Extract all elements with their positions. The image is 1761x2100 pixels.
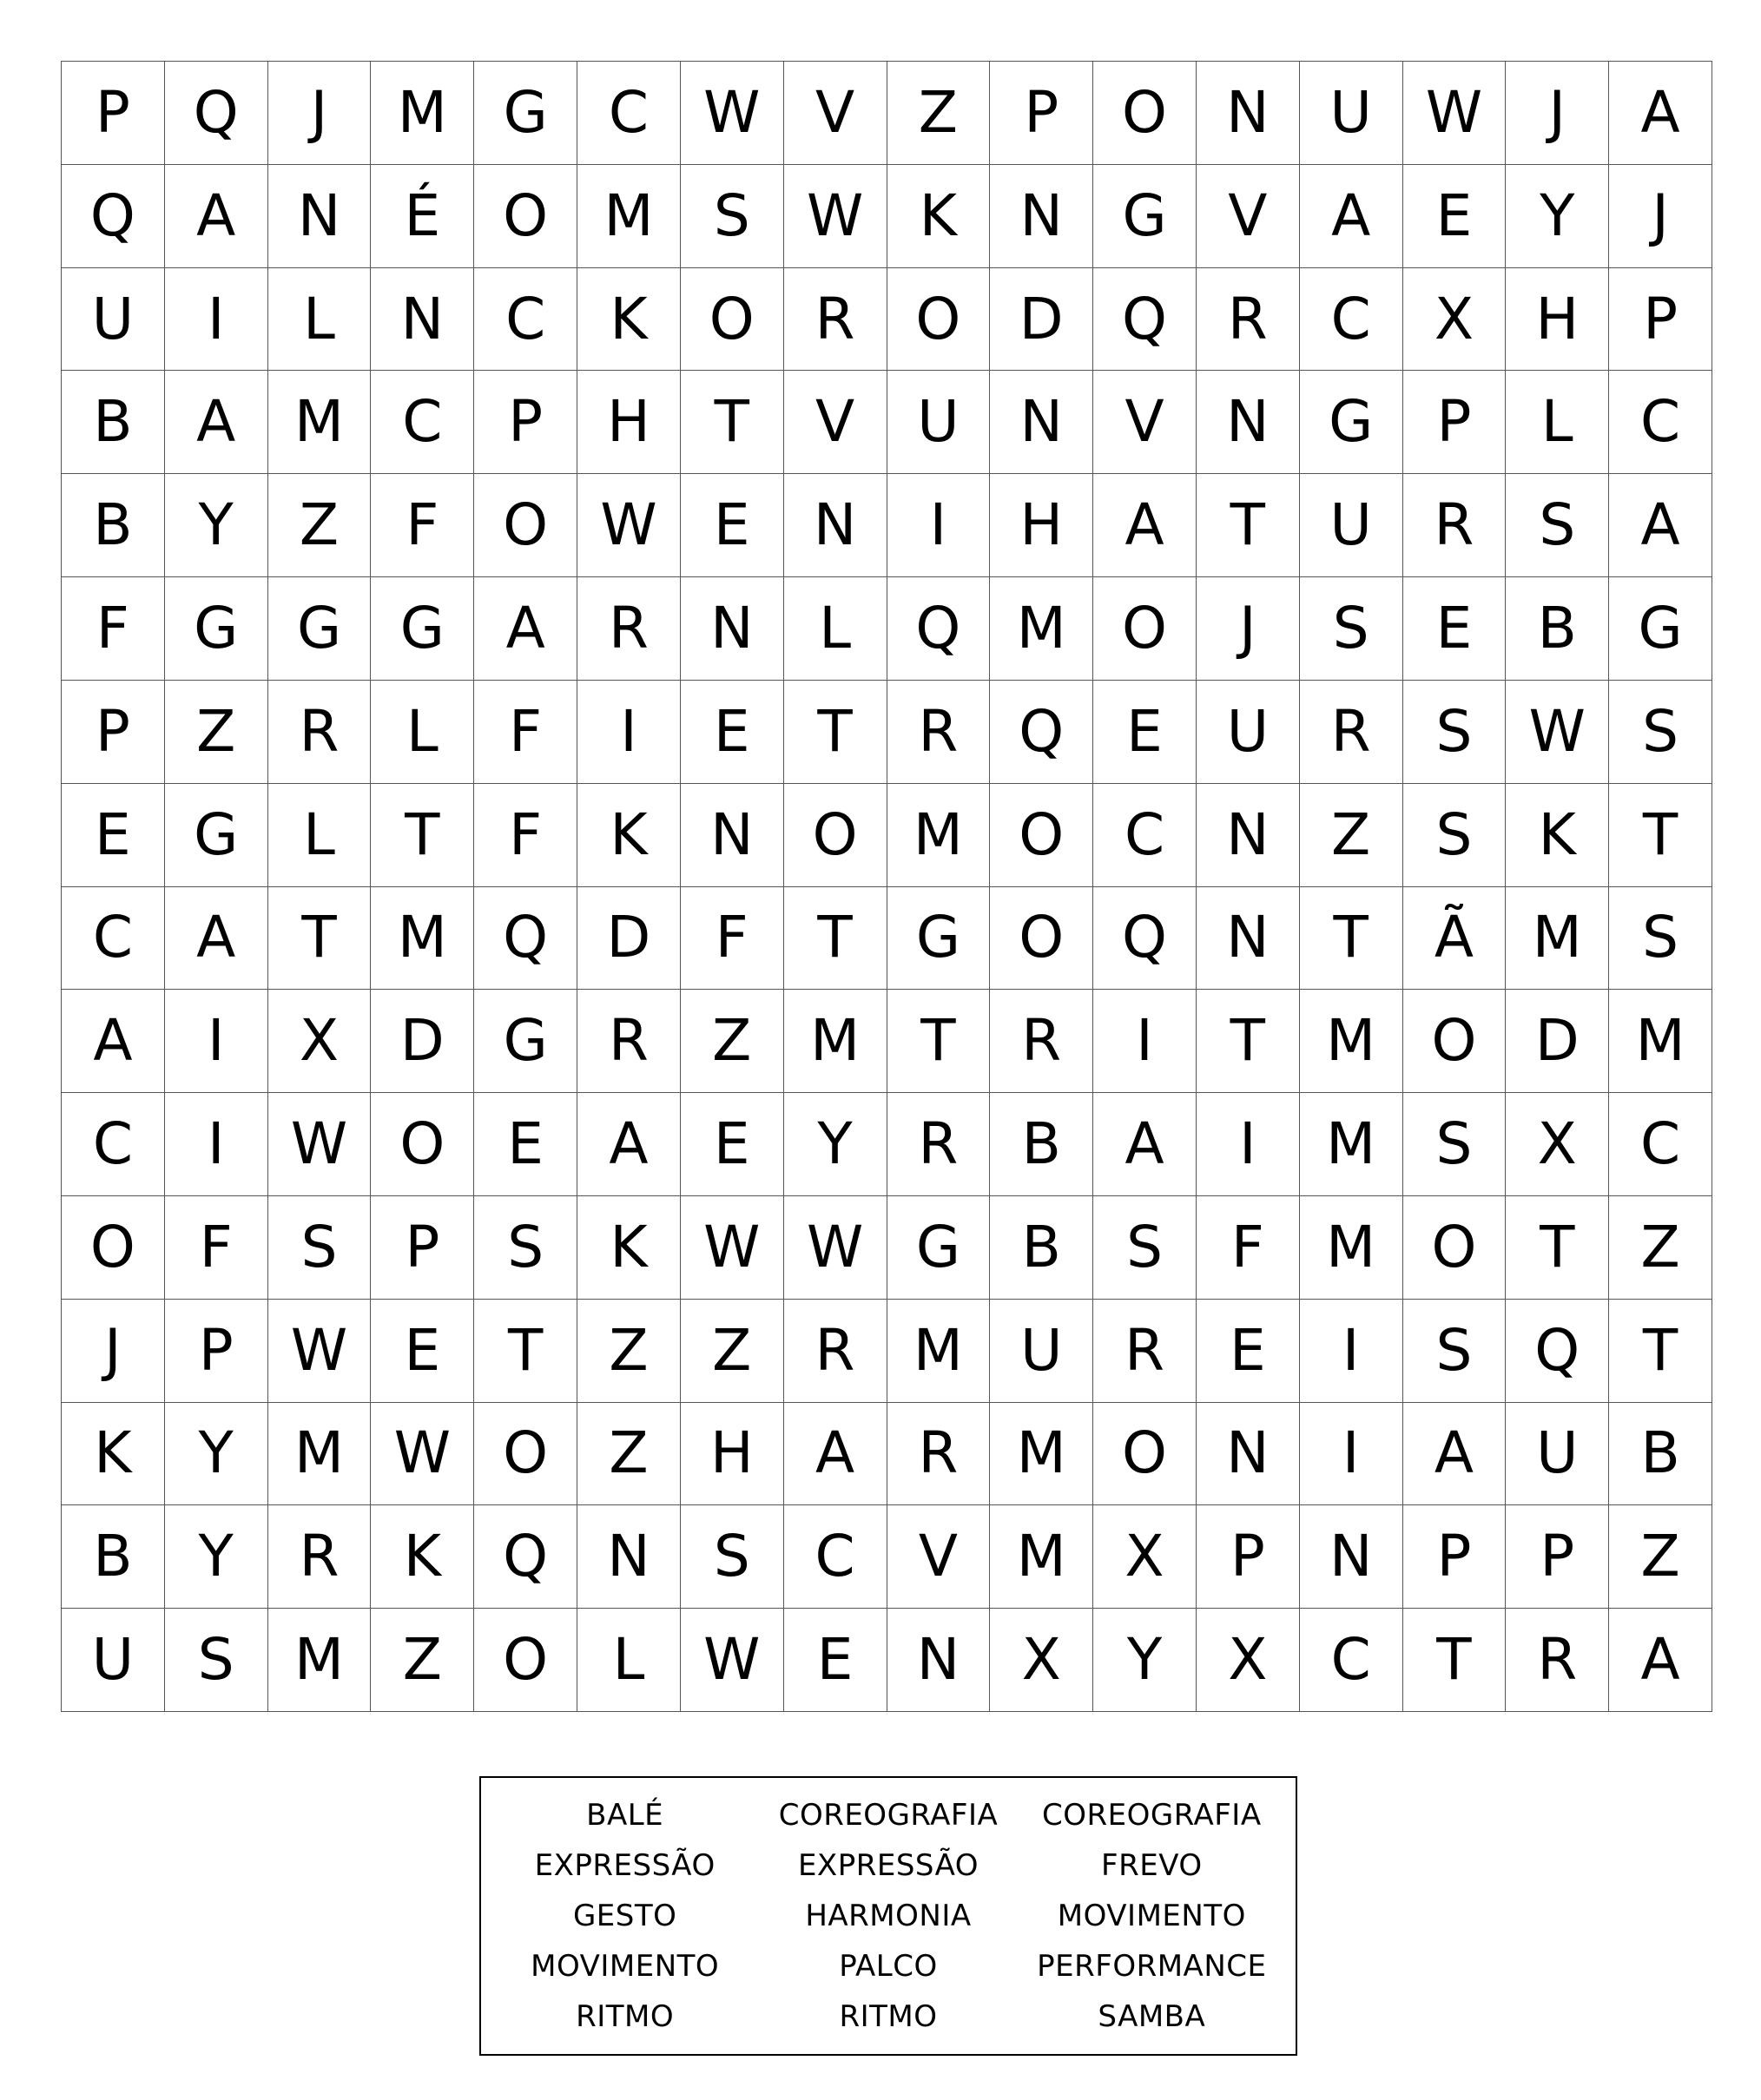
grid-cell[interactable]: A <box>1609 474 1712 577</box>
grid-cell[interactable]: O <box>371 1093 474 1196</box>
grid-cell[interactable]: L <box>1506 371 1609 474</box>
grid-cell[interactable]: O <box>990 887 1093 991</box>
grid-cell[interactable]: W <box>681 1196 784 1300</box>
grid-cell[interactable]: C <box>62 887 165 991</box>
grid-cell[interactable]: M <box>1300 990 1403 1093</box>
grid-cell[interactable]: G <box>474 990 577 1093</box>
grid-cell[interactable]: K <box>1506 784 1609 887</box>
word-list-item: FREVO <box>1101 1848 1203 1883</box>
grid-cell[interactable]: M <box>268 1609 372 1712</box>
grid-cell[interactable]: I <box>1300 1300 1403 1403</box>
word-list-item: MOVIMENTO <box>1057 1899 1246 1933</box>
grid-cell[interactable]: L <box>371 681 474 784</box>
grid-cell[interactable]: X <box>1506 1093 1609 1196</box>
word-list-item: RITMO <box>576 1999 675 2034</box>
grid-cell[interactable]: Z <box>577 1403 681 1506</box>
word-list-item: EXPRESSÃO <box>534 1848 716 1883</box>
grid-cell[interactable]: D <box>577 887 681 991</box>
grid-cell[interactable]: Y <box>165 474 268 577</box>
grid-cell[interactable]: R <box>887 1093 991 1196</box>
grid-cell[interactable]: I <box>1300 1403 1403 1506</box>
grid-cell[interactable]: R <box>1300 681 1403 784</box>
grid-cell[interactable]: M <box>268 1403 372 1506</box>
grid-cell[interactable]: N <box>681 784 784 887</box>
grid-cell[interactable]: P <box>990 62 1093 165</box>
grid-cell[interactable]: E <box>1403 165 1507 268</box>
word-list-item: RITMO <box>839 1999 938 2034</box>
grid-cell[interactable]: T <box>784 887 887 991</box>
letter-grid <box>61 61 1712 1712</box>
grid-cell[interactable]: K <box>887 165 991 268</box>
grid-cell[interactable]: A <box>165 887 268 991</box>
grid-cell[interactable]: T <box>784 681 887 784</box>
grid-cell[interactable]: O <box>474 1403 577 1506</box>
grid-cell[interactable]: A <box>165 371 268 474</box>
grid-cell[interactable]: P <box>1197 1505 1300 1609</box>
grid-cell[interactable]: F <box>62 577 165 681</box>
grid-cell[interactable]: S <box>1506 474 1609 577</box>
grid-cell[interactable]: L <box>577 1609 681 1712</box>
grid-cell[interactable]: A <box>1300 165 1403 268</box>
grid-cell[interactable]: X <box>1093 1505 1197 1609</box>
grid-cell[interactable]: W <box>681 1609 784 1712</box>
grid-cell[interactable]: D <box>1506 990 1609 1093</box>
grid-cell[interactable]: T <box>1197 474 1300 577</box>
word-list-item: MOVIMENTO <box>531 1949 720 1984</box>
grid-cell[interactable]: P <box>62 62 165 165</box>
grid-cell[interactable]: F <box>681 887 784 991</box>
grid-cell[interactable]: O <box>681 268 784 372</box>
grid-cell[interactable]: T <box>1300 887 1403 991</box>
grid-cell[interactable]: D <box>371 990 474 1093</box>
grid-cell[interactable]: R <box>990 990 1093 1093</box>
grid-cell[interactable]: M <box>268 371 372 474</box>
grid-cell[interactable]: A <box>577 1093 681 1196</box>
grid-cell[interactable]: S <box>474 1196 577 1300</box>
grid-cell[interactable]: U <box>990 1300 1093 1403</box>
grid-cell[interactable]: B <box>62 371 165 474</box>
grid-cell[interactable]: K <box>62 1403 165 1506</box>
grid-cell[interactable]: Q <box>887 577 991 681</box>
grid-cell[interactable]: C <box>474 268 577 372</box>
grid-cell[interactable]: H <box>681 1403 784 1506</box>
grid-cell[interactable]: F <box>165 1196 268 1300</box>
grid-cell[interactable]: T <box>1403 1609 1507 1712</box>
grid-cell[interactable]: G <box>887 887 991 991</box>
grid-cell[interactable]: K <box>577 268 681 372</box>
grid-cell[interactable]: S <box>681 1505 784 1609</box>
grid-cell[interactable]: O <box>990 784 1093 887</box>
grid-cell[interactable]: I <box>887 474 991 577</box>
grid-cell[interactable]: A <box>784 1403 887 1506</box>
grid-cell[interactable]: O <box>1403 990 1507 1093</box>
grid-cell[interactable]: Z <box>371 1609 474 1712</box>
grid-cell[interactable]: E <box>681 474 784 577</box>
grid-cell[interactable]: N <box>1197 62 1300 165</box>
grid-cell[interactable]: Y <box>165 1403 268 1506</box>
grid-cell[interactable]: T <box>268 887 372 991</box>
grid-cell[interactable]: X <box>990 1609 1093 1712</box>
grid-cell[interactable]: M <box>990 1505 1093 1609</box>
grid-cell[interactable]: E <box>62 784 165 887</box>
grid-cell[interactable]: I <box>1197 1093 1300 1196</box>
grid-cell[interactable]: O <box>1403 1196 1507 1300</box>
grid-cell[interactable]: S <box>681 165 784 268</box>
grid-cell[interactable]: W <box>577 474 681 577</box>
grid-cell[interactable]: S <box>268 1196 372 1300</box>
grid-cell[interactable]: N <box>1300 1505 1403 1609</box>
grid-cell[interactable]: N <box>268 165 372 268</box>
grid-cell[interactable]: I <box>577 681 681 784</box>
grid-cell[interactable]: Z <box>165 681 268 784</box>
grid-cell[interactable]: R <box>1403 474 1507 577</box>
grid-cell[interactable]: W <box>1403 62 1507 165</box>
grid-cell[interactable]: A <box>474 577 577 681</box>
grid-cell[interactable]: V <box>784 62 887 165</box>
grid-cell[interactable]: E <box>371 1300 474 1403</box>
grid-cell[interactable]: G <box>165 577 268 681</box>
grid-cell[interactable]: V <box>784 371 887 474</box>
grid-cell[interactable]: N <box>1197 1403 1300 1506</box>
grid-cell[interactable]: W <box>784 165 887 268</box>
grid-cell[interactable]: N <box>887 1609 991 1712</box>
grid-cell[interactable]: Q <box>1093 887 1197 991</box>
grid-cell[interactable]: J <box>1197 577 1300 681</box>
grid-cell[interactable]: M <box>990 577 1093 681</box>
grid-cell[interactable]: K <box>577 784 681 887</box>
grid-cell[interactable]: Z <box>268 474 372 577</box>
grid-cell[interactable]: N <box>577 1505 681 1609</box>
grid-cell[interactable]: I <box>1093 990 1197 1093</box>
grid-cell[interactable]: S <box>165 1609 268 1712</box>
grid-cell[interactable]: R <box>1197 268 1300 372</box>
grid-cell[interactable]: M <box>577 165 681 268</box>
grid-cell[interactable]: X <box>1197 1609 1300 1712</box>
grid-cell[interactable]: N <box>1197 784 1300 887</box>
grid-cell[interactable]: C <box>1300 1609 1403 1712</box>
grid-cell[interactable]: T <box>1609 1300 1712 1403</box>
grid-cell[interactable]: C <box>1300 268 1403 372</box>
grid-cell[interactable]: G <box>1300 371 1403 474</box>
grid-cell[interactable]: P <box>371 1196 474 1300</box>
grid-cell[interactable]: Y <box>1506 165 1609 268</box>
grid-cell[interactable]: W <box>268 1300 372 1403</box>
grid-cell[interactable]: R <box>1093 1300 1197 1403</box>
grid-cell[interactable]: E <box>1403 577 1507 681</box>
grid-cell[interactable]: C <box>371 371 474 474</box>
word-list-item: PALCO <box>839 1949 938 1984</box>
grid-cell[interactable]: R <box>1506 1609 1609 1712</box>
grid-cell[interactable]: U <box>887 371 991 474</box>
grid-cell[interactable]: O <box>1093 1403 1197 1506</box>
grid-cell[interactable]: J <box>62 1300 165 1403</box>
grid-cell[interactable]: R <box>268 681 372 784</box>
grid-cell[interactable]: H <box>1506 268 1609 372</box>
grid-cell[interactable]: F <box>371 474 474 577</box>
grid-cell[interactable]: Z <box>1609 1505 1712 1609</box>
grid-cell[interactable]: F <box>1197 1196 1300 1300</box>
word-list-item: COREOGRAFIA <box>778 1798 999 1833</box>
grid-cell[interactable]: O <box>887 268 991 372</box>
grid-cell[interactable]: V <box>887 1505 991 1609</box>
grid-cell[interactable]: E <box>681 1093 784 1196</box>
grid-cell[interactable]: Q <box>1093 268 1197 372</box>
grid-cell[interactable]: B <box>990 1196 1093 1300</box>
grid-cell[interactable]: W <box>1506 681 1609 784</box>
grid-cell[interactable]: G <box>165 784 268 887</box>
word-list-item: BALÉ <box>586 1798 664 1833</box>
grid-cell[interactable]: T <box>681 371 784 474</box>
grid-cell[interactable]: P <box>474 371 577 474</box>
grid-cell[interactable]: Q <box>474 1505 577 1609</box>
grid-cell[interactable]: C <box>1609 371 1712 474</box>
grid-cell[interactable]: B <box>1609 1403 1712 1506</box>
grid-cell[interactable]: N <box>990 371 1093 474</box>
grid-cell[interactable]: U <box>1506 1403 1609 1506</box>
grid-cell[interactable]: Z <box>681 990 784 1093</box>
grid-cell[interactable]: E <box>474 1093 577 1196</box>
grid-cell[interactable]: T <box>371 784 474 887</box>
grid-cell[interactable]: L <box>784 577 887 681</box>
grid-cell[interactable]: O <box>62 1196 165 1300</box>
grid-cell[interactable]: M <box>887 1300 991 1403</box>
grid-cell[interactable]: Q <box>1506 1300 1609 1403</box>
grid-cell[interactable]: R <box>784 268 887 372</box>
grid-cell[interactable]: E <box>784 1609 887 1712</box>
grid-cell[interactable]: É <box>371 165 474 268</box>
grid-cell[interactable]: F <box>474 681 577 784</box>
grid-cell[interactable]: E <box>1197 1300 1300 1403</box>
grid-cell[interactable]: Ã <box>1403 887 1507 991</box>
grid-cell[interactable]: P <box>62 681 165 784</box>
grid-cell[interactable]: P <box>165 1300 268 1403</box>
grid-cell[interactable]: G <box>887 1196 991 1300</box>
grid-cell[interactable]: N <box>784 474 887 577</box>
word-list-item: HARMONIA <box>805 1899 972 1933</box>
grid-cell[interactable]: K <box>371 1505 474 1609</box>
grid-cell[interactable]: R <box>577 990 681 1093</box>
grid-cell[interactable]: I <box>165 990 268 1093</box>
grid-cell[interactable]: E <box>1093 681 1197 784</box>
grid-cell[interactable]: W <box>371 1403 474 1506</box>
word-list-item: GESTO <box>572 1899 677 1933</box>
grid-cell[interactable]: M <box>1609 990 1712 1093</box>
grid-cell[interactable]: M <box>371 887 474 991</box>
grid-cell[interactable]: R <box>577 577 681 681</box>
grid-cell[interactable]: L <box>268 784 372 887</box>
grid-cell[interactable]: A <box>1609 1609 1712 1712</box>
grid-cell[interactable]: N <box>1197 371 1300 474</box>
grid-cell[interactable]: O <box>474 1609 577 1712</box>
grid-cell[interactable]: G <box>371 577 474 681</box>
grid-cell[interactable]: Q <box>474 887 577 991</box>
grid-cell[interactable]: L <box>268 268 372 372</box>
grid-cell[interactable]: R <box>784 1300 887 1403</box>
word-list-item: PERFORMANCE <box>1037 1949 1267 1984</box>
grid-cell[interactable]: M <box>1300 1196 1403 1300</box>
grid-cell[interactable]: D <box>990 268 1093 372</box>
grid-cell[interactable]: U <box>1300 474 1403 577</box>
grid-cell[interactable]: M <box>990 1403 1093 1506</box>
grid-cell[interactable]: Z <box>1609 1196 1712 1300</box>
grid-cell[interactable]: O <box>474 474 577 577</box>
grid-cell[interactable]: A <box>1609 62 1712 165</box>
grid-cell[interactable]: S <box>1300 577 1403 681</box>
grid-cell[interactable]: W <box>268 1093 372 1196</box>
grid-cell[interactable]: N <box>681 577 784 681</box>
grid-cell[interactable]: Q <box>62 165 165 268</box>
grid-cell[interactable]: R <box>887 1403 991 1506</box>
grid-cell[interactable]: U <box>62 1609 165 1712</box>
grid-cell[interactable]: W <box>681 62 784 165</box>
grid-cell[interactable]: S <box>1093 1196 1197 1300</box>
grid-cell[interactable]: S <box>1609 681 1712 784</box>
grid-cell[interactable]: T <box>1197 990 1300 1093</box>
grid-cell[interactable]: O <box>1093 62 1197 165</box>
grid-cell[interactable]: Y <box>165 1505 268 1609</box>
word-list-box <box>479 1776 1297 2056</box>
grid-cell[interactable]: C <box>784 1505 887 1609</box>
word-list-item: SAMBA <box>1098 1999 1206 2034</box>
grid-cell[interactable]: M <box>887 784 991 887</box>
grid-cell[interactable]: G <box>1093 165 1197 268</box>
grid-cell[interactable]: T <box>474 1300 577 1403</box>
word-list-item: COREOGRAFIA <box>1042 1798 1262 1833</box>
grid-cell[interactable]: S <box>1403 1093 1507 1196</box>
grid-cell[interactable]: F <box>474 784 577 887</box>
grid-cell[interactable]: O <box>1093 577 1197 681</box>
grid-cell[interactable]: W <box>784 1196 887 1300</box>
grid-cell[interactable]: K <box>577 1196 681 1300</box>
grid-cell[interactable]: Y <box>1093 1609 1197 1712</box>
grid-cell[interactable]: X <box>268 990 372 1093</box>
grid-cell[interactable]: J <box>268 62 372 165</box>
grid-cell[interactable]: Z <box>577 1300 681 1403</box>
grid-cell[interactable]: U <box>62 268 165 372</box>
grid-cell[interactable]: P <box>1609 268 1712 372</box>
grid-cell[interactable]: Z <box>887 62 991 165</box>
grid-cell[interactable]: M <box>1506 887 1609 991</box>
grid-cell[interactable]: Q <box>990 681 1093 784</box>
word-list-item: EXPRESSÃO <box>797 1848 979 1883</box>
grid-cell[interactable]: Q <box>165 62 268 165</box>
grid-cell[interactable]: S <box>1403 681 1507 784</box>
grid-cell[interactable]: V <box>1093 371 1197 474</box>
grid-cell[interactable]: S <box>1609 887 1712 991</box>
grid-cell[interactable]: O <box>474 165 577 268</box>
grid-cell[interactable]: Z <box>1300 784 1403 887</box>
grid-cell[interactable]: U <box>1300 62 1403 165</box>
grid-cell[interactable]: M <box>784 990 887 1093</box>
grid-cell[interactable]: M <box>1300 1093 1403 1196</box>
grid-cell[interactable]: I <box>165 268 268 372</box>
grid-cell[interactable]: U <box>1197 681 1300 784</box>
grid-cell[interactable]: G <box>268 577 372 681</box>
grid-cell[interactable]: A <box>1093 1093 1197 1196</box>
grid-cell[interactable]: R <box>887 681 991 784</box>
grid-cell[interactable]: P <box>1403 371 1507 474</box>
grid-cell[interactable]: G <box>1609 577 1712 681</box>
grid-cell[interactable]: Z <box>681 1300 784 1403</box>
grid-cell[interactable]: G <box>474 62 577 165</box>
grid-cell[interactable]: H <box>577 371 681 474</box>
grid-cell[interactable]: B <box>62 474 165 577</box>
grid-cell[interactable]: T <box>1609 784 1712 887</box>
grid-cell[interactable]: J <box>1609 165 1712 268</box>
grid-cell[interactable]: T <box>887 990 991 1093</box>
grid-cell[interactable]: A <box>62 990 165 1093</box>
grid-cell[interactable]: S <box>1403 784 1507 887</box>
grid-cell[interactable]: C <box>62 1093 165 1196</box>
grid-cell[interactable]: A <box>1093 474 1197 577</box>
grid-cell[interactable]: P <box>1403 1505 1507 1609</box>
grid-cell[interactable]: B <box>62 1505 165 1609</box>
grid-cell[interactable]: Y <box>784 1093 887 1196</box>
grid-cell[interactable]: M <box>371 62 474 165</box>
grid-cell[interactable]: A <box>165 165 268 268</box>
grid-cell[interactable]: A <box>1403 1403 1507 1506</box>
grid-cell[interactable]: N <box>990 165 1093 268</box>
grid-cell[interactable]: O <box>784 784 887 887</box>
grid-cell[interactable]: C <box>1609 1093 1712 1196</box>
grid-cell[interactable]: S <box>1403 1300 1507 1403</box>
grid-cell[interactable]: C <box>577 62 681 165</box>
grid-cell[interactable]: N <box>1197 887 1300 991</box>
grid-cell[interactable]: H <box>990 474 1093 577</box>
grid-cell[interactable]: T <box>1506 1196 1609 1300</box>
grid-cell[interactable]: I <box>165 1093 268 1196</box>
grid-cell[interactable]: J <box>1506 62 1609 165</box>
grid-cell[interactable]: C <box>1093 784 1197 887</box>
grid-cell[interactable]: R <box>268 1505 372 1609</box>
grid-cell[interactable]: X <box>1403 268 1507 372</box>
grid-cell[interactable]: B <box>1506 577 1609 681</box>
grid-cell[interactable]: V <box>1197 165 1300 268</box>
grid-cell[interactable]: B <box>990 1093 1093 1196</box>
grid-cell[interactable]: E <box>681 681 784 784</box>
grid-cell[interactable]: N <box>371 268 474 372</box>
grid-cell[interactable]: P <box>1506 1505 1609 1609</box>
